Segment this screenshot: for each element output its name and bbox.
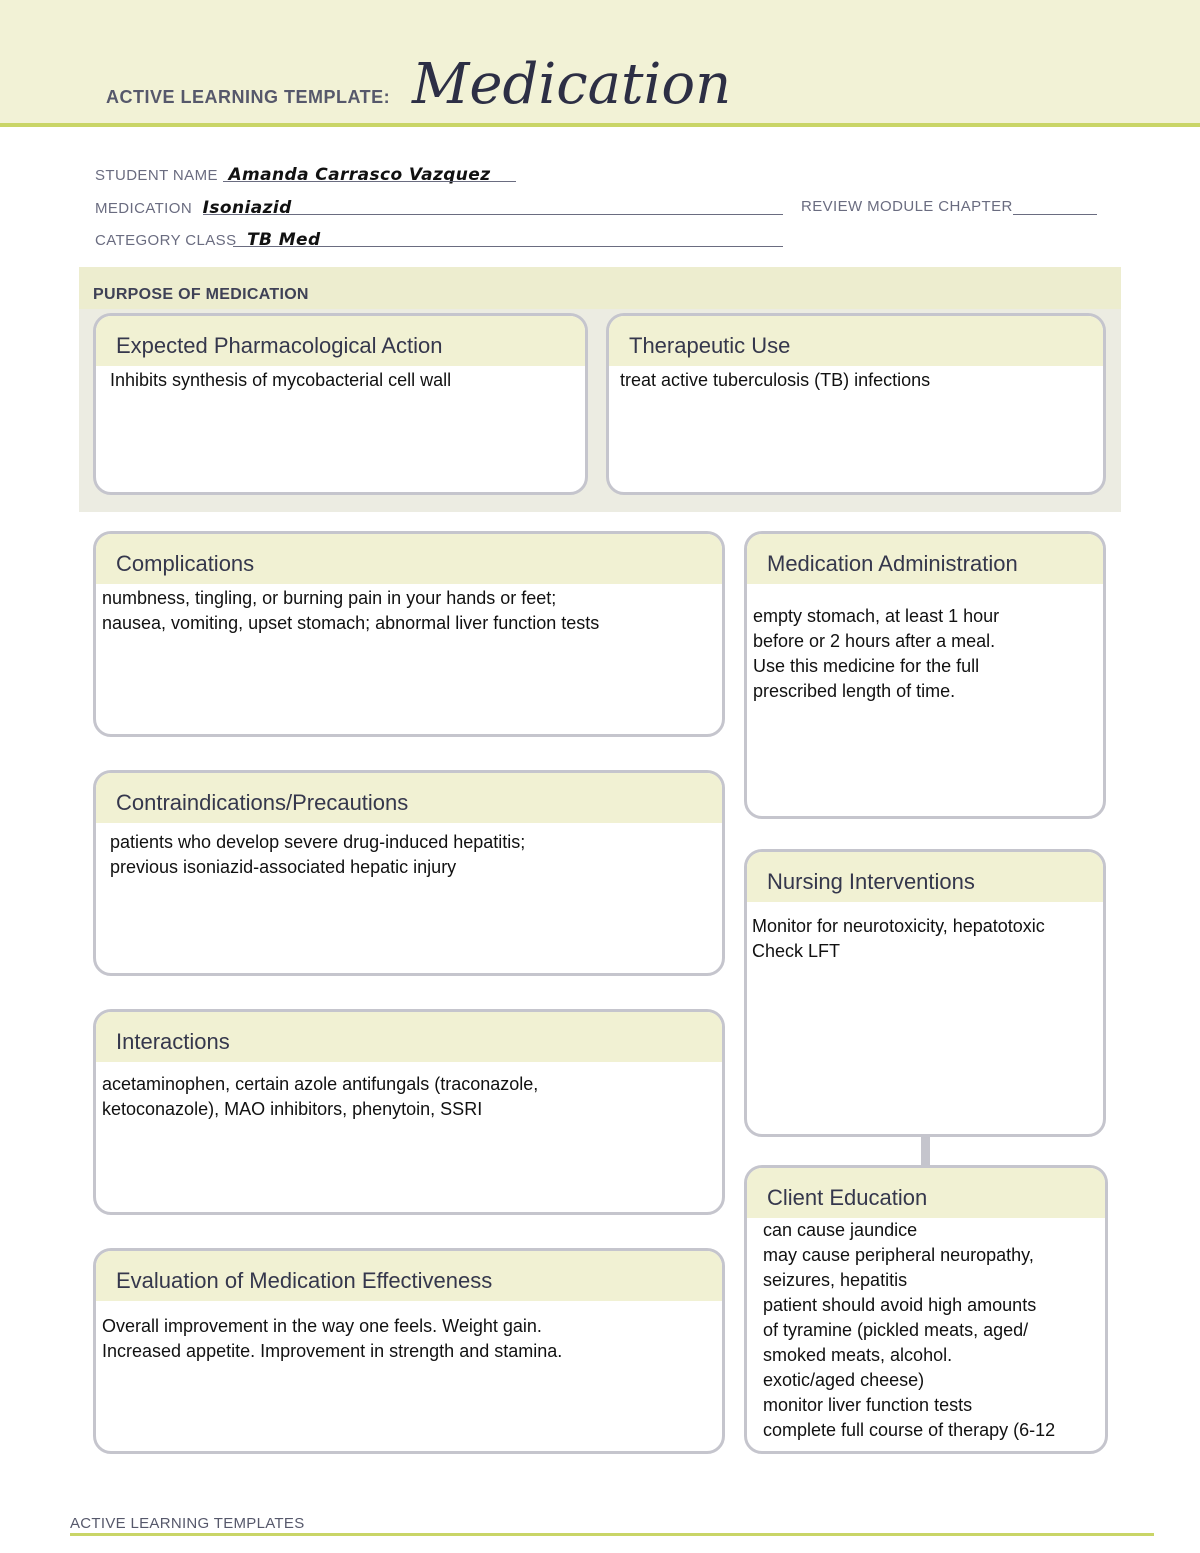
expected-action-content[interactable]: Inhibits synthesis of mycobacterial cell wall <box>110 370 452 390</box>
medication-label: MEDICATION <box>95 200 193 217</box>
category-class-field <box>95 230 321 250</box>
student-name-underline <box>223 181 516 182</box>
student-name-label: STUDENT NAME <box>95 167 218 184</box>
review-module-field <box>801 198 1013 215</box>
interactions-content[interactable]: acetaminophen, certain azole antifungals (traconazole, ketoconazole), MAO inhibitors, phenytoin, SSRI <box>102 1074 539 1119</box>
contraindications-box[interactable] <box>93 770 725 976</box>
evaluation-content[interactable]: Overall improvement in the way one feels. Weight gain. Increased appetite. Improvement in strength and stamina. <box>102 1316 563 1361</box>
nursing-interventions-box[interactable] <box>744 849 1106 1137</box>
review-module-label: REVIEW MODULE CHAPTER <box>801 198 1013 215</box>
expected-action-box[interactable] <box>93 313 588 495</box>
client-education-content[interactable]: can cause jaundice may cause peripheral neuropathy, seizures, hepatitis patient should avoid high amounts of tyramine (pickled meats, aged/ smoked meats, alcohol. exotic/aged cheese) monitor liver function tests complete full course of therapy (6-12 <box>763 1220 1056 1440</box>
box-title: Contraindications/Precautions <box>116 790 409 815</box>
box-title: Medication Administration <box>767 551 1018 576</box>
administration-box[interactable] <box>744 531 1106 819</box>
box-connector <box>921 1134 930 1167</box>
category-class-label: CATEGORY CLASS <box>95 232 237 249</box>
category-class-value[interactable]: TB Med <box>247 230 321 250</box>
interactions-box[interactable] <box>93 1009 725 1215</box>
category-class-underline <box>233 246 783 247</box>
medication-underline <box>203 214 783 215</box>
administration-content[interactable]: empty stomach, at least 1 hour before or 2 hours after a meal. Use this medicine for the full prescribed length of time. <box>753 606 1000 701</box>
footer-divider <box>70 1533 1154 1536</box>
contraindications-content[interactable]: patients who develop severe drug-induced hepatitis; previous isoniazid-associated hepatic injury <box>110 832 526 877</box>
box-title: Complications <box>116 551 255 576</box>
therapeutic-use-box[interactable] <box>606 313 1106 495</box>
purpose-title: PURPOSE OF MEDICATION <box>93 286 309 303</box>
box-title: Nursing Interventions <box>767 869 975 894</box>
box-title: Expected Pharmacological Action <box>116 333 443 358</box>
student-name-value[interactable]: Amanda Carrasco Vazquez <box>228 165 491 185</box>
box-title: Evaluation of Medication Effectiveness <box>116 1268 493 1293</box>
page-title: Medication <box>412 52 732 117</box>
nursing-interventions-content[interactable]: Monitor for neurotoxicity, hepatotoxic Check LFT <box>752 916 1045 961</box>
box-title: Interactions <box>116 1029 230 1054</box>
evaluation-box[interactable] <box>93 1248 725 1454</box>
template-label: ACTIVE LEARNING TEMPLATE: <box>106 87 391 107</box>
box-title: Client Education <box>767 1185 928 1210</box>
medication-field <box>95 198 292 218</box>
complications-box[interactable] <box>93 531 725 737</box>
therapeutic-use-content[interactable]: treat active tuberculosis (TB) infections <box>620 370 931 390</box>
client-education-box[interactable] <box>744 1165 1108 1454</box>
medication-value[interactable]: Isoniazid <box>202 198 292 218</box>
student-name-field <box>95 165 491 185</box>
complications-content[interactable]: numbness, tingling, or burning pain in your hands or feet; nausea, vomiting, upset stomach; abnormal liver function tests <box>102 588 600 633</box>
review-module-underline[interactable] <box>1013 214 1097 215</box>
box-title: Therapeutic Use <box>629 333 791 358</box>
footer-text: ACTIVE LEARNING TEMPLATES <box>70 1515 305 1532</box>
